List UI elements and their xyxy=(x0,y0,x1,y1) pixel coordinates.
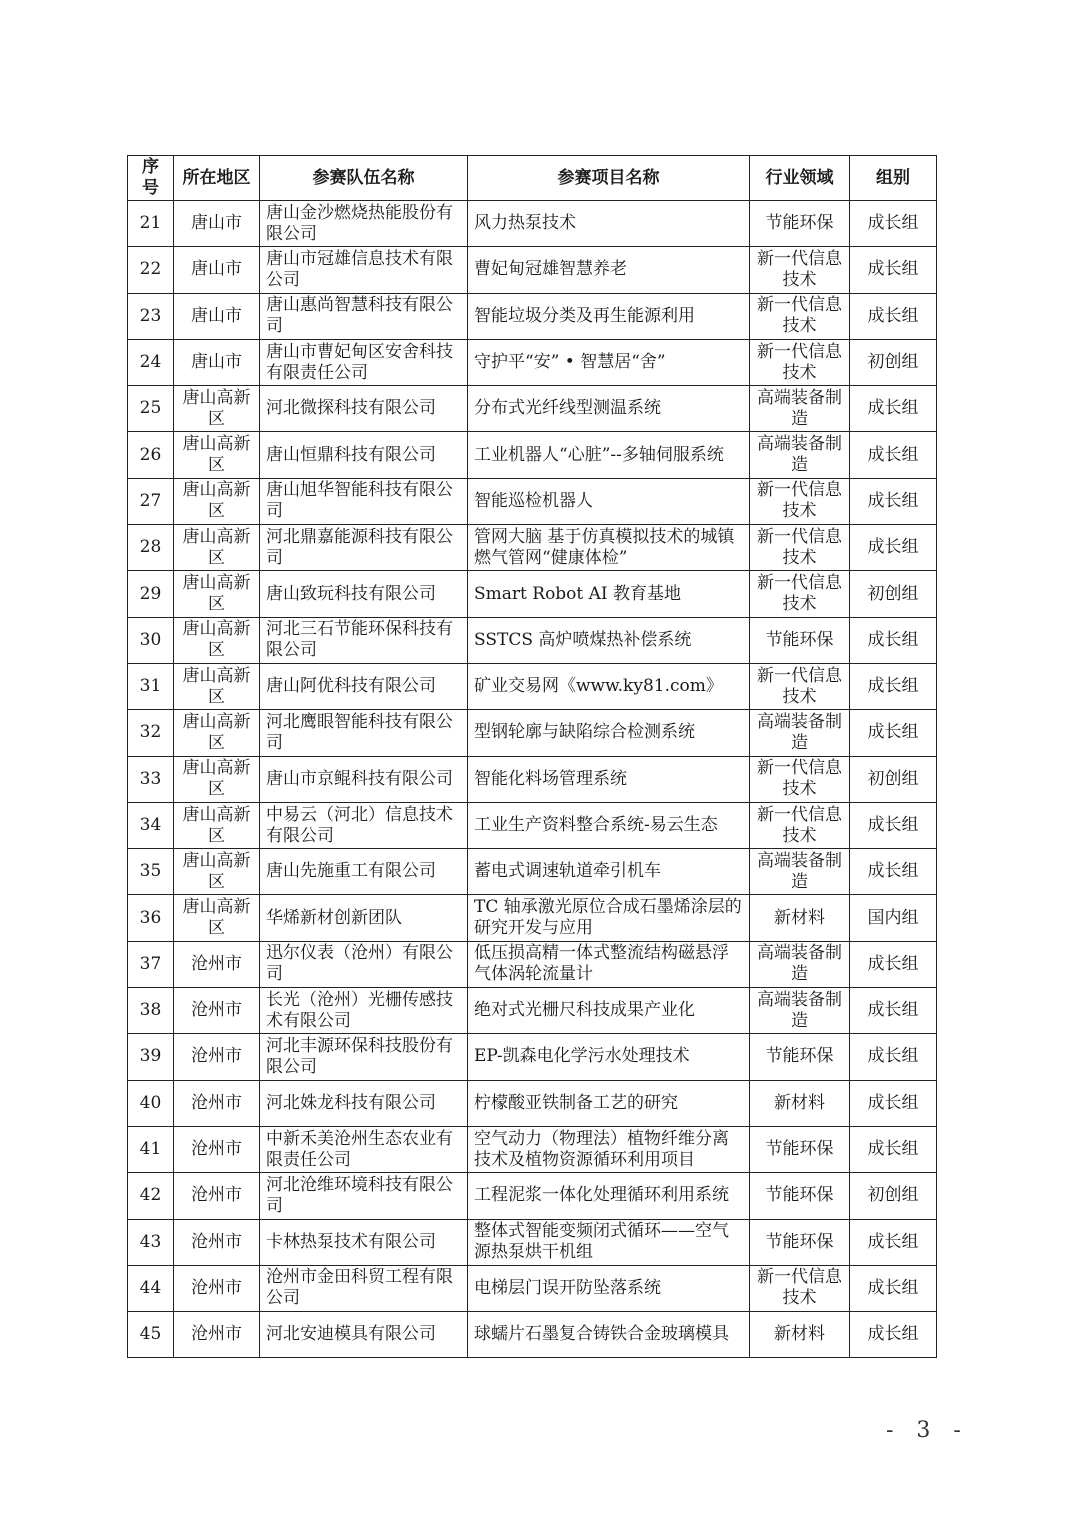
table-row xyxy=(128,988,937,1034)
cell-group: 国内组 xyxy=(850,895,937,941)
cell-team: 唐山阿优科技有限公司 xyxy=(260,663,468,709)
cell-project: 智能垃圾分类及再生能源利用 xyxy=(468,293,750,339)
cell-group: 成长组 xyxy=(850,432,937,478)
cell-industry: 新一代信息技术 xyxy=(750,293,850,339)
cell-industry: 新一代信息技术 xyxy=(750,247,850,293)
cell-industry: 高端装备制造 xyxy=(750,386,850,432)
table-row xyxy=(128,571,937,617)
cell-no: 32 xyxy=(128,710,174,756)
competition-table xyxy=(127,155,937,1358)
cell-no: 29 xyxy=(128,571,174,617)
cell-industry: 新材料 xyxy=(750,1080,850,1126)
cell-industry: 新一代信息技术 xyxy=(750,663,850,709)
cell-industry: 新一代信息技术 xyxy=(750,525,850,571)
cell-group: 成长组 xyxy=(850,1126,937,1172)
cell-group: 成长组 xyxy=(850,1312,937,1358)
header-project: 参赛项目名称 xyxy=(468,156,750,201)
table-body xyxy=(128,201,937,1358)
cell-project: 分布式光纤线型测温系统 xyxy=(468,386,750,432)
cell-no: 44 xyxy=(128,1265,174,1311)
cell-no: 24 xyxy=(128,339,174,385)
header-group: 组别 xyxy=(850,156,937,201)
cell-industry: 高端装备制造 xyxy=(750,432,850,478)
cell-group: 成长组 xyxy=(850,201,937,247)
cell-project: 风力热泵技术 xyxy=(468,201,750,247)
cell-group: 成长组 xyxy=(850,1265,937,1311)
cell-region: 沧州市 xyxy=(174,988,260,1034)
cell-team: 中易云（河北）信息技术有限公司 xyxy=(260,802,468,848)
table-row xyxy=(128,1080,937,1126)
cell-project: 矿业交易网《www.ky81.com》 xyxy=(468,663,750,709)
cell-region: 唐山高新区 xyxy=(174,849,260,895)
cell-group: 成长组 xyxy=(850,1034,937,1080)
cell-project: 整体式智能变频闭式循环——空气源热泵烘干机组 xyxy=(468,1219,750,1265)
table-row xyxy=(128,849,937,895)
cell-region: 沧州市 xyxy=(174,1126,260,1172)
cell-team: 河北鹰眼智能科技有限公司 xyxy=(260,710,468,756)
cell-region: 沧州市 xyxy=(174,1265,260,1311)
cell-project: 曹妃甸冠雄智慧养老 xyxy=(468,247,750,293)
cell-no: 23 xyxy=(128,293,174,339)
cell-team: 河北三石节能环保科技有限公司 xyxy=(260,617,468,663)
table-row xyxy=(128,247,937,293)
cell-region: 唐山高新区 xyxy=(174,571,260,617)
cell-group: 成长组 xyxy=(850,478,937,524)
cell-no: 41 xyxy=(128,1126,174,1172)
cell-region: 唐山市 xyxy=(174,339,260,385)
cell-project: SSTCS 高炉喷煤热补偿系统 xyxy=(468,617,750,663)
cell-group: 成长组 xyxy=(850,293,937,339)
cell-group: 成长组 xyxy=(850,617,937,663)
table-row xyxy=(128,201,937,247)
table-row xyxy=(128,525,937,571)
cell-team: 唐山市曹妃甸区安舍科技有限责任公司 xyxy=(260,339,468,385)
cell-industry: 新一代信息技术 xyxy=(750,339,850,385)
table-row xyxy=(128,941,937,987)
cell-group: 成长组 xyxy=(850,525,937,571)
cell-industry: 新一代信息技术 xyxy=(750,802,850,848)
cell-team: 中新禾美沧州生态农业有限责任公司 xyxy=(260,1126,468,1172)
cell-industry: 节能环保 xyxy=(750,1126,850,1172)
cell-project: 管网大脑 基于仿真模拟技术的城镇燃气管网“健康体检” xyxy=(468,525,750,571)
cell-team: 唐山金沙燃烧热能股份有限公司 xyxy=(260,201,468,247)
header-region: 所在地区 xyxy=(174,156,260,201)
cell-industry: 新一代信息技术 xyxy=(750,756,850,802)
cell-industry: 高端装备制造 xyxy=(750,988,850,1034)
cell-group: 成长组 xyxy=(850,849,937,895)
cell-no: 39 xyxy=(128,1034,174,1080)
header-no: 序号 xyxy=(128,156,174,201)
cell-no: 35 xyxy=(128,849,174,895)
cell-team: 沧州市金田科贸工程有限公司 xyxy=(260,1265,468,1311)
cell-team: 华烯新材创新团队 xyxy=(260,895,468,941)
cell-project: 低压损高精一体式整流结构磁悬浮气体涡轮流量计 xyxy=(468,941,750,987)
cell-project: 柠檬酸亚铁制备工艺的研究 xyxy=(468,1080,750,1126)
cell-team: 河北微探科技有限公司 xyxy=(260,386,468,432)
cell-region: 唐山高新区 xyxy=(174,895,260,941)
table-row xyxy=(128,432,937,478)
cell-no: 34 xyxy=(128,802,174,848)
page-number: - 3 - xyxy=(886,1418,969,1443)
cell-team: 迅尔仪表（沧州）有限公司 xyxy=(260,941,468,987)
cell-group: 成长组 xyxy=(850,386,937,432)
cell-no: 40 xyxy=(128,1080,174,1126)
cell-industry: 节能环保 xyxy=(750,1219,850,1265)
cell-region: 唐山高新区 xyxy=(174,756,260,802)
cell-group: 初创组 xyxy=(850,571,937,617)
cell-group: 成长组 xyxy=(850,663,937,709)
cell-group: 成长组 xyxy=(850,247,937,293)
cell-team: 长光（沧州）光栅传感技术有限公司 xyxy=(260,988,468,1034)
cell-team: 唐山致玩科技有限公司 xyxy=(260,571,468,617)
cell-industry: 高端装备制造 xyxy=(750,941,850,987)
table-row xyxy=(128,1173,937,1219)
cell-team: 河北鼎嘉能源科技有限公司 xyxy=(260,525,468,571)
cell-industry: 高端装备制造 xyxy=(750,710,850,756)
cell-no: 26 xyxy=(128,432,174,478)
cell-no: 37 xyxy=(128,941,174,987)
cell-no: 36 xyxy=(128,895,174,941)
cell-no: 33 xyxy=(128,756,174,802)
cell-region: 唐山高新区 xyxy=(174,478,260,524)
cell-project: Smart Robot AI 教育基地 xyxy=(468,571,750,617)
cell-industry: 节能环保 xyxy=(750,1173,850,1219)
table-row xyxy=(128,802,937,848)
cell-group: 成长组 xyxy=(850,1080,937,1126)
table-header-row xyxy=(128,156,937,201)
cell-region: 唐山高新区 xyxy=(174,710,260,756)
cell-region: 沧州市 xyxy=(174,1173,260,1219)
cell-project: 空气动力（物理法）植物纤维分离技术及植物资源循环利用项目 xyxy=(468,1126,750,1172)
cell-project: 守护平“安” • 智慧居“舍” xyxy=(468,339,750,385)
cell-group: 成长组 xyxy=(850,802,937,848)
cell-project: TC 轴承激光原位合成石墨烯涂层的研究开发与应用 xyxy=(468,895,750,941)
cell-region: 唐山市 xyxy=(174,293,260,339)
cell-no: 31 xyxy=(128,663,174,709)
cell-project: 球蠕片石墨复合铸铁合金玻璃模具 xyxy=(468,1312,750,1358)
cell-industry: 高端装备制造 xyxy=(750,849,850,895)
table-row xyxy=(128,386,937,432)
cell-region: 沧州市 xyxy=(174,1080,260,1126)
cell-group: 成长组 xyxy=(850,1219,937,1265)
cell-project: 工程泥浆一体化处理循环利用系统 xyxy=(468,1173,750,1219)
cell-team: 唐山惠尚智慧科技有限公司 xyxy=(260,293,468,339)
table-row xyxy=(128,663,937,709)
cell-no: 42 xyxy=(128,1173,174,1219)
cell-industry: 节能环保 xyxy=(750,617,850,663)
cell-project: 绝对式光栅尺科技成果产业化 xyxy=(468,988,750,1034)
cell-team: 卡林热泵技术有限公司 xyxy=(260,1219,468,1265)
cell-group: 成长组 xyxy=(850,941,937,987)
cell-team: 唐山市冠雄信息技术有限公司 xyxy=(260,247,468,293)
cell-no: 30 xyxy=(128,617,174,663)
cell-project: 智能巡检机器人 xyxy=(468,478,750,524)
cell-group: 初创组 xyxy=(850,339,937,385)
cell-no: 21 xyxy=(128,201,174,247)
cell-region: 沧州市 xyxy=(174,1034,260,1080)
table-row xyxy=(128,1126,937,1172)
cell-group: 成长组 xyxy=(850,710,937,756)
cell-project: 型钢轮廓与缺陷综合检测系统 xyxy=(468,710,750,756)
table-row xyxy=(128,293,937,339)
table-row xyxy=(128,1312,937,1358)
cell-no: 25 xyxy=(128,386,174,432)
cell-region: 沧州市 xyxy=(174,941,260,987)
cell-team: 唐山先施重工有限公司 xyxy=(260,849,468,895)
cell-project: 电梯层门误开防坠落系统 xyxy=(468,1265,750,1311)
cell-project: 工业机器人“心脏”--多轴伺服系统 xyxy=(468,432,750,478)
cell-region: 唐山高新区 xyxy=(174,386,260,432)
cell-region: 唐山高新区 xyxy=(174,432,260,478)
cell-group: 初创组 xyxy=(850,756,937,802)
table-row xyxy=(128,617,937,663)
cell-industry: 新材料 xyxy=(750,895,850,941)
cell-industry: 新一代信息技术 xyxy=(750,478,850,524)
cell-no: 38 xyxy=(128,988,174,1034)
cell-region: 沧州市 xyxy=(174,1312,260,1358)
cell-region: 唐山高新区 xyxy=(174,802,260,848)
cell-region: 沧州市 xyxy=(174,1219,260,1265)
cell-project: 智能化料场管理系统 xyxy=(468,756,750,802)
cell-industry: 节能环保 xyxy=(750,1034,850,1080)
table-row xyxy=(128,756,937,802)
table-row xyxy=(128,478,937,524)
cell-project: 工业生产资料整合系统-易云生态 xyxy=(468,802,750,848)
cell-region: 唐山高新区 xyxy=(174,663,260,709)
cell-region: 唐山高新区 xyxy=(174,525,260,571)
cell-team: 河北姝龙科技有限公司 xyxy=(260,1080,468,1126)
cell-team: 唐山旭华智能科技有限公司 xyxy=(260,478,468,524)
cell-project: EP-凯森电化学污水处理技术 xyxy=(468,1034,750,1080)
table-row xyxy=(128,1265,937,1311)
cell-team: 唐山恒鼎科技有限公司 xyxy=(260,432,468,478)
table-row xyxy=(128,339,937,385)
cell-region: 唐山高新区 xyxy=(174,617,260,663)
table-row xyxy=(128,895,937,941)
cell-industry: 新一代信息技术 xyxy=(750,1265,850,1311)
cell-no: 43 xyxy=(128,1219,174,1265)
header-team: 参赛队伍名称 xyxy=(260,156,468,201)
cell-no: 45 xyxy=(128,1312,174,1358)
cell-team: 河北沧维环境科技有限公司 xyxy=(260,1173,468,1219)
cell-industry: 新材料 xyxy=(750,1312,850,1358)
table-row xyxy=(128,1034,937,1080)
cell-project: 蓄电式调速轨道牵引机车 xyxy=(468,849,750,895)
cell-no: 22 xyxy=(128,247,174,293)
cell-no: 27 xyxy=(128,478,174,524)
cell-group: 初创组 xyxy=(850,1173,937,1219)
table-row xyxy=(128,710,937,756)
cell-team: 唐山市京鲲科技有限公司 xyxy=(260,756,468,802)
cell-region: 唐山市 xyxy=(174,247,260,293)
cell-industry: 新一代信息技术 xyxy=(750,571,850,617)
header-industry: 行业领域 xyxy=(750,156,850,201)
cell-group: 成长组 xyxy=(850,988,937,1034)
cell-team: 河北丰源环保科技股份有限公司 xyxy=(260,1034,468,1080)
cell-no: 28 xyxy=(128,525,174,571)
cell-industry: 节能环保 xyxy=(750,201,850,247)
cell-region: 唐山市 xyxy=(174,201,260,247)
table-row xyxy=(128,1219,937,1265)
cell-team: 河北安迪模具有限公司 xyxy=(260,1312,468,1358)
